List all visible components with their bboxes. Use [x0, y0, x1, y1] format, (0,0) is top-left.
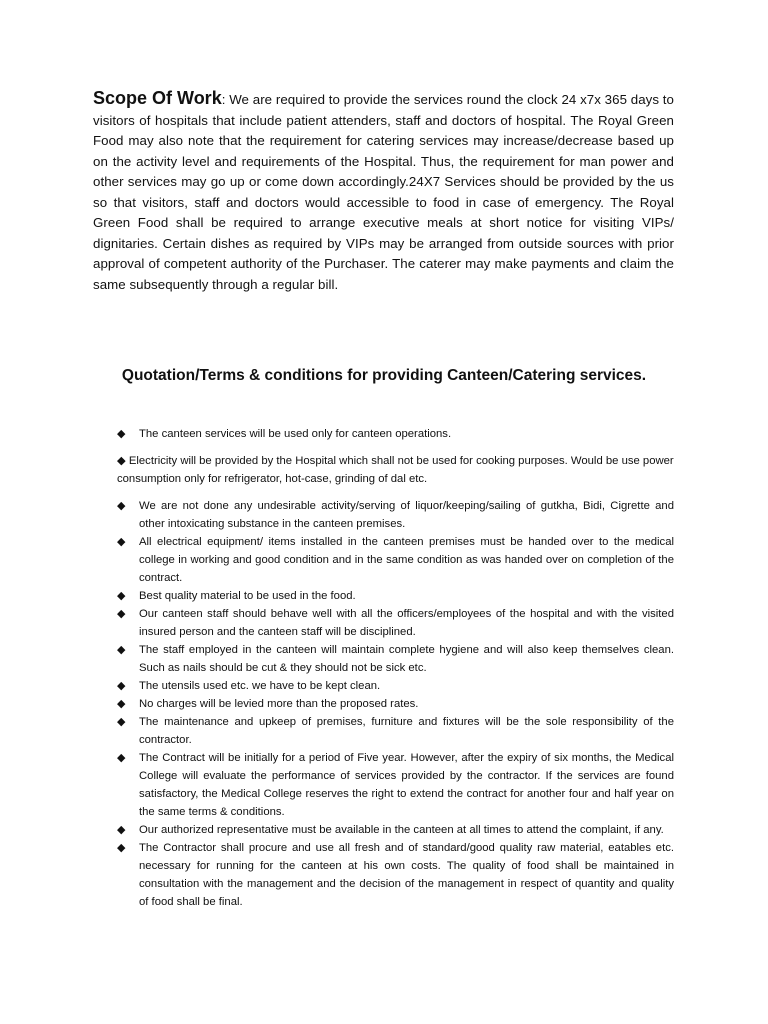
diamond-bullet-icon: ◆ [117, 824, 126, 836]
scope-of-work-text: : We are required to provide the services round the clock 24 x7x 365 days to visitors of hospitals that include patient attenders, staff and doctors of hospital. The Royal Green Food may also note that the requirement for catering services may increase/decrease based up on the activity level and requirements of the Hospital. Thus, the requirement for man power and other services may go up or come down accordingly.24X7 Services should be provided by the us so that visitors, staff and doctors would accessible to food in case of emergency. The Royal Green Food shall be required to arrange executive meals at short notice for visiting VIPs/ dignitaries. Certain dishes as required by VIPs may be arranged from outside sources with prior approval of competent authority of the Purchaser. The caterer may make payments and claim the same subsequently through a regular bill. [93, 92, 674, 292]
terms-bullet-list [117, 497, 674, 911]
diamond-bullet-icon: ◆ [117, 455, 126, 467]
term-item-text: No charges will be levied more than the proposed rates. [139, 698, 419, 710]
list-item [117, 587, 674, 605]
term-item-text: Best quality material to be used in the food. [139, 590, 356, 602]
term-electricity: Electricity will be provided by the Hospital which shall not be used for cooking purposes. Would be use power consumption only for refrigerator, hot-case, grinding of dal etc. [117, 455, 674, 485]
diamond-bullet-icon: ◆ [117, 680, 126, 692]
list-item [117, 605, 674, 641]
terms-list [117, 425, 674, 911]
term-item-text: The staff employed in the canteen will maintain complete hygiene and will also keep themselves clean. Such as nails should be cut & they should not be sick etc. [139, 644, 674, 674]
list-item [117, 677, 674, 695]
diamond-bullet-icon: ◆ [117, 752, 126, 764]
diamond-bullet-icon: ◆ [117, 716, 126, 728]
diamond-bullet-icon: ◆ [117, 698, 126, 710]
list-item [117, 641, 674, 677]
diamond-bullet-icon: ◆ [117, 536, 126, 548]
term-item-text: Our authorized representative must be available in the canteen at all times to attend the complaint, if any. [139, 824, 664, 836]
list-item [117, 749, 674, 821]
list-item [117, 821, 674, 839]
term-item-text: Our canteen staff should behave well with all the officers/employees of the hospital and with the visited insured person and the canteen staff will be disciplined. [139, 608, 674, 638]
list-item [117, 695, 674, 713]
list-item [117, 533, 674, 587]
diamond-bullet-icon: ◆ [117, 608, 126, 620]
term-item-text: We are not done any undesirable activity/serving of liquor/keeping/sailing of gutkha, Bidi, Cigrette and other intoxicating substance in the canteen premises. [139, 500, 674, 530]
electricity-paragraph [117, 452, 674, 488]
list-item [117, 497, 674, 533]
term-item-text: The utensils used etc. we have to be kept clean. [139, 680, 381, 692]
term-item-text: All electrical equipment/ items installed in the canteen premises must be handed over to the medical college in working and good condition and in the same condition as was handed over on completion of the contract. [139, 536, 674, 584]
quotation-title: Quotation/Terms & conditions for providing Canteen/Catering services. [121, 367, 647, 384]
diamond-bullet-icon: ◆ [117, 590, 126, 602]
list-item [117, 425, 674, 443]
term-item-text: The maintenance and upkeep of premises, furniture and fixtures will be the sole responsibility of the contractor. [139, 716, 674, 746]
term-item-text: The Contract will be initially for a period of Five year. However, after the expiry of six months, the Medical College will evaluate the performance of services provided by the contractor. If the services are found satisfactory, the Medical College reserves the right to extend the contract for another four and half year on the same terms & conditions. [139, 752, 674, 818]
diamond-bullet-icon: ◆ [117, 842, 126, 854]
scope-of-work-heading: Scope Of Work [93, 88, 222, 108]
diamond-bullet-icon: ◆ [117, 644, 126, 656]
scope-of-work-paragraph [93, 88, 674, 295]
diamond-bullet-icon: ◆ [117, 500, 126, 512]
term-item-text: The Contractor shall procure and use all fresh and of standard/good quality raw material, eatables etc. necessary for running for the canteen at his own costs. The quality of food shall be maintained in consultation with the management and the decision of the management in respect of quantity and quality of food shall be final. [139, 842, 674, 908]
term-canteen-operations: The canteen services will be used only for canteen operations. [139, 428, 452, 440]
list-item [117, 713, 674, 749]
list-item [117, 839, 674, 911]
diamond-bullet-icon: ◆ [117, 428, 126, 440]
